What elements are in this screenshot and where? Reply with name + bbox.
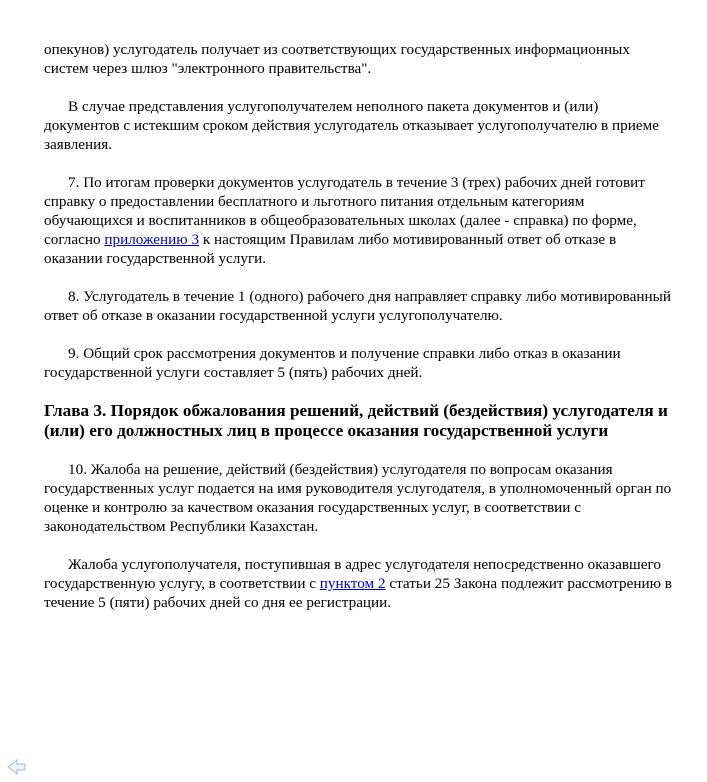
- paragraph-7-text-end: к настоящим Правилам либо мотивированный ответ об отказе в оказании государственной услуги.: [44, 231, 617, 267]
- paragraph-9: 9. Общий срок рассмотрения документов и получение справки либо отказ в оказании государственной услуги составляет 5 (пять) рабочих дней.: [44, 345, 621, 381]
- chapter-3-heading: Глава 3. Порядок обжалования решений, действий (бездействия) услугодателя и (или) его должностных лиц в процессе оказания государственной услуги: [44, 401, 668, 440]
- paragraph-10: 10. Жалоба на решение, действий (бездействия) услугодателя по вопросам оказания государственных услуг подается на имя руководителя услугодателя, в уполномоченный орган по оценке и контролю за качеством оказания государственных услуг, в соответствии с законодательством Республики Казахстан.: [44, 461, 672, 535]
- paragraph-7-text: 7. По итогам проверки документов услугодатель в течение 3 (трех) рабочих дней готовит справку о предоставлении бесплатного и льготного питания отдельным категориям обучающихся и воспитанников в общеобразовательных школах (далее - справка) по форме, согласно: [44, 174, 645, 248]
- paragraph-complaint-text: Жалоба услугополучателя, поступившая в адрес услугодателя непосредственно оказавшего государственную услугу, в соответствии с: [44, 556, 661, 592]
- paragraph-1: опекунов) услугодатель получает из соответствующих государственных информационных систем через шлюз "электронного правительства".: [44, 41, 630, 77]
- paragraph-complaint: [44, 555, 674, 612]
- paragraph-8: 8. Услугодатель в течение 1 (одного) рабочего дня направляет справку либо мотивированный ответ об отказе в оказании государственной услуги услугополучателю.: [44, 288, 671, 324]
- point-2-link[interactable]: пунктом 2: [319, 575, 386, 592]
- paragraph-2: В случае представления услугополучателем неполного пакета документов и (или) документов с истекшим сроком действия услугодатель отказывает услугополучателю в приеме заявления.: [44, 98, 659, 153]
- paragraph-7: [44, 173, 674, 268]
- paragraph-complaint-text-end: статьи 25 Закона подлежит рассмотрению в течение 5 (пяти) рабочих дней со дня ее регистрации.: [44, 575, 672, 611]
- back-arrow-icon[interactable]: [6, 758, 28, 776]
- appendix-3-link[interactable]: приложению 3: [104, 231, 200, 248]
- document-body: [44, 40, 674, 631]
